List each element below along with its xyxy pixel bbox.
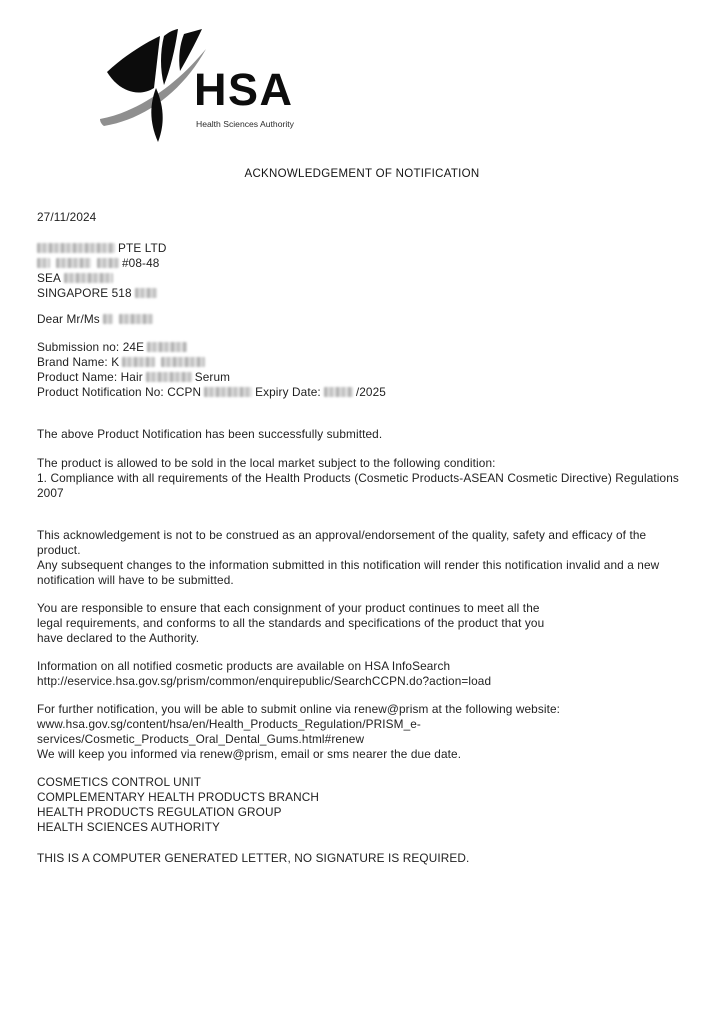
text-segment: SEA [37, 271, 61, 285]
redacted-text [37, 258, 50, 268]
text-segment: Dear Mr/Ms [37, 312, 100, 326]
paragraph-line: You are responsible to ensure that each consignment of your product continues to meet all the [37, 601, 540, 615]
paragraph-renewal [37, 702, 687, 762]
computer-generated-note: THIS IS A COMPUTER GENERATED LETTER, NO SIGNATURE IS REQUIRED. [37, 851, 470, 865]
paragraph-line: We will keep you informed via renew@prism, email or sms nearer the due date. [37, 747, 462, 761]
redacted-text [147, 342, 187, 352]
paragraph-responsibility [37, 601, 687, 646]
renewal-url: www.hsa.gov.sg/content/hsa/en/Health_Products_Regulation/PRISM_e- [37, 717, 421, 731]
redacted-text [56, 258, 91, 268]
text-segment: Submission no: 24E [37, 340, 145, 354]
signoff-line: COSMETICS CONTROL UNIT [37, 775, 202, 789]
text-segment: Product Notification No: CCPN [37, 385, 202, 399]
redacted-text [64, 273, 113, 283]
paragraph-line: The above Product Notification has been successfully submitted. [37, 427, 383, 441]
address-line [37, 286, 687, 301]
paragraph-line: For further notification, you will be able to submit online via renew@prism at the following website: [37, 702, 561, 716]
redacted-text [161, 357, 205, 367]
paragraph-disclaimer [37, 528, 687, 588]
address-line [37, 241, 687, 256]
text-segment: PTE LTD [118, 241, 167, 255]
paragraph-line: Any subsequent changes to the information submitted in this notification will render this notification invalid and a new [37, 558, 660, 572]
salutation [37, 312, 687, 327]
signoff-line: HEALTH SCIENCES AUTHORITY [37, 820, 221, 834]
paragraph-line: The product is allowed to be sold in the local market subject to the following condition: [37, 456, 496, 470]
brand-name-line [37, 355, 687, 370]
hsa-logo [99, 0, 319, 146]
signoff-block [37, 775, 687, 835]
redacted-text [135, 288, 157, 298]
text-segment: Serum [194, 370, 231, 384]
paragraph-submitted [37, 427, 687, 442]
submission-no-line [37, 340, 687, 355]
redacted-text [122, 357, 155, 367]
redacted-text [97, 258, 119, 268]
redacted-text [37, 243, 115, 253]
paragraph-line: 1. Compliance with all requirements of the Health Products (Cosmetic Products-ASEAN Cosmetic Directive) Regulations 2007 [37, 471, 683, 500]
hsa-logo-icon [99, 28, 319, 146]
paragraph-conditions [37, 456, 687, 501]
redacted-text [146, 372, 192, 382]
paragraph-line: This acknowledgement is not to be construed as an approval/endorsement of the quality, safety and efficacy of the product. [37, 528, 650, 557]
text-segment: Brand Name: K [37, 355, 120, 369]
text-segment: SINGAPORE 518 [37, 286, 132, 300]
address-line [37, 256, 687, 271]
recipient-address [37, 241, 687, 301]
text-segment: Product Name: Hair [37, 370, 143, 384]
paragraph-line: have declared to the Authority. [37, 631, 200, 645]
notification-no-line [37, 385, 687, 400]
signoff-line: COMPLEMENTARY HEALTH PRODUCTS BRANCH [37, 790, 320, 804]
text-segment: Expiry Date: [255, 385, 321, 399]
redacted-text [324, 387, 353, 397]
document-title: ACKNOWLEDGEMENT OF NOTIFICATION [244, 168, 480, 180]
redacted-text [204, 387, 252, 397]
text-segment: #08-48 [122, 256, 160, 270]
paragraph-infosearch [37, 659, 687, 689]
submission-details [37, 340, 687, 400]
product-name-line [37, 370, 687, 385]
address-line [37, 271, 687, 286]
renewal-url: services/Cosmetic_Products_Oral_Dental_Gums.html#renew [37, 732, 365, 746]
text-segment: /2025 [355, 385, 386, 399]
letter-date: 27/11/2024 [37, 210, 97, 224]
redacted-text [103, 314, 113, 324]
hsa-abbrev-text: HSA [194, 64, 294, 115]
signoff-line: HEALTH PRODUCTS REGULATION GROUP [37, 805, 282, 819]
infosearch-url: http://eservice.hsa.gov.sg/prism/common/enquirepublic/SearchCCPN.do?action=load [37, 674, 492, 688]
paragraph-line: notification will have to be submitted. [37, 573, 234, 587]
paragraph-line: legal requirements, and conforms to all the standards and specifications of the product that you [37, 616, 545, 630]
redacted-text [119, 314, 153, 324]
hsa-name-text: Health Sciences Authority [196, 119, 294, 129]
paragraph-line: Information on all notified cosmetic products are available on HSA InfoSearch [37, 659, 451, 673]
